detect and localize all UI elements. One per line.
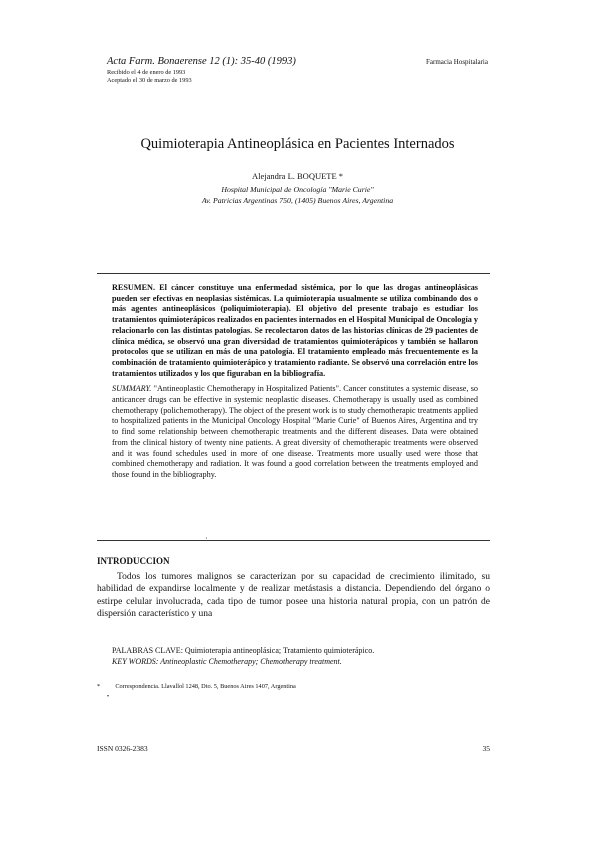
issn: ISSN 0326-2383 — [97, 744, 148, 753]
abstract-top-rule — [97, 273, 490, 274]
received-accepted-dates — [107, 69, 192, 84]
page-number: 35 — [482, 744, 490, 753]
section-heading-introduccion: INTRODUCCION — [97, 556, 170, 566]
article-author: Alejandra L. BOQUETE * — [251, 171, 344, 181]
stray-mark: · — [205, 534, 208, 543]
abstract-bottom-rule — [97, 540, 490, 541]
section-tag: Farmacia Hospitalaria — [425, 58, 488, 66]
article-title: Quimioterapia Antineoplásica en Pacientes Internados — [140, 136, 455, 152]
accepted-date: Aceptado el 30 de marzo de 1993 — [107, 76, 192, 84]
author-affiliation — [0, 185, 595, 206]
footnote-stray-mark: • — [107, 694, 110, 700]
summary-lead: SUMMARY. — [112, 384, 152, 394]
journal-citation: Acta Farm. Bonaerense 12 (1): 35-40 (1993) — [107, 56, 296, 67]
affiliation-line-1: Hospital Municipal de Oncología "Marie Curie" — [221, 185, 374, 194]
keywords-spanish: PALABRAS CLAVE: Quimioterapia antineoplásica; Tratamiento quimioterápico. — [112, 646, 375, 655]
introduction-text: Todos los tumores malignos se caracterizan por su capacidad de crecimiento ilimitado, su habilidad de expandirse localmente y de realizar metástasis a distancia. Dependiendo del órgano o estirpe celular involucrada, cada tipo de tumor posee una historia natural propia, con un patrón de dispersión característico y una — [97, 572, 490, 620]
summary-text: "Antineoplastic Chemotherapy in Hospitalized Patients". Cancer constitutes a systemic disease, so anticancer drugs can be effective in systemic neoplastic diseases. Chemotherapy is usually used as combined chemotherapy (polichemotherapy). The object of the present work is to study chemotherapic treatments applied to hospitalized patients in the Municipal Oncology Hospital "Marie Curie" of Buenos Aires, Argentina and try to find some relationship between chemotherapic treatments and the different diseases. Data were obtained from the clinical history of twenty nine patients. A great diversity of chemotherapic treatments were observed and it was found schedules used in more of one disease. Treatments more usually used were those that combined chemotherapy and radiation. It was found a good correlation between the treatments employed and those found in the bibliography. — [112, 384, 478, 479]
abstract-spanish: RESUMEN. El cáncer constituye una enfermedad sistémica, por lo que las drogas antineoplásicas pueden ser efectivas en neoplasias sistémicas. La quimioterapia usualmente se utiliza combinando dos o más agentes antineoplásicos (poliquimioterapia). El objetivo del presente trabajo es estudiar los tratamientos quimioterápicos realizados en pacientes internados en el Hospital Municipal de Oncología y relacionarlo con las distintas patologías. Se recolectaron datos de las historias clínicas de 29 pacientes de clínica médica, se observó una gran diversidad de tratamientos quimioterápicos y también se hallaron protocolos que se utilizan en más de una patología. El tratamiento empleado más frecuentemente es la combinación de tratamiento quimioterápico y tratamiento radiante. Se observó una correlación entre los tratamientos utilizados y los que figuraban en la bibliografía. — [112, 283, 479, 378]
footnote-text: Correspondencia. Llavallol 1248, Dto. 5, Buenos Aires 1407, Argentina — [115, 683, 296, 690]
affiliation-line-2: Av. Patricias Argentinas 750, (1405) Buenos Aires, Argentina — [201, 195, 394, 205]
abstract-english — [112, 384, 478, 480]
received-date: Recibido el 4 de enero de 1993 — [107, 69, 186, 76]
keywords-block — [112, 646, 374, 668]
keywords-english: KEY WORDS: Antineoplastic Chemotherapy; Chemotherapy treatment. — [112, 656, 342, 666]
abstract — [112, 283, 478, 481]
footnote — [97, 683, 296, 690]
footnote-mark: * — [97, 683, 101, 690]
